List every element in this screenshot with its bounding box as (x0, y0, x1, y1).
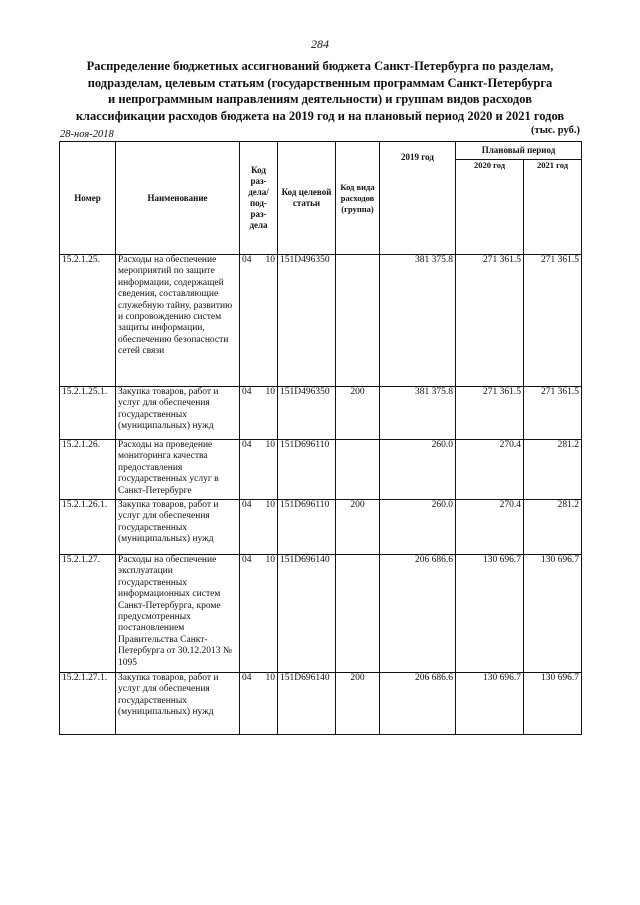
header-rz-pr: Код раз-дела/ под-раз-дела (240, 142, 278, 255)
row-2021: 271 361.5 (524, 255, 582, 387)
row-2020: 270.4 (456, 440, 524, 500)
row-pr: 10 (265, 255, 275, 265)
row-pr: 10 (265, 387, 275, 397)
row-2019: 381 375.8 (380, 387, 456, 440)
row-vr (336, 255, 380, 387)
row-2019: 260.0 (380, 500, 456, 555)
header-2019: 2019 год (380, 142, 456, 255)
row-pr: 10 (265, 555, 275, 565)
row-csr: 151D696110 (278, 440, 336, 500)
row-name: Расходы на обеспечение эксплуатации государственных информационных систем Санкт-Петербурга, кроме предусмотренных постановлением Правительства Санкт-Петербурга от 30.12.2013 № 1095 (116, 555, 240, 673)
row-2019: 206 686.6 (380, 673, 456, 735)
row-rz: 04 (242, 555, 252, 565)
table-row (60, 440, 582, 500)
row-number: 15.2.1.26. (60, 440, 116, 500)
header-csr: Код целевой статьи (278, 142, 336, 255)
row-2020: 271 361.5 (456, 387, 524, 440)
row-csr: 151D696140 (278, 673, 336, 735)
row-rz-pr (240, 440, 278, 500)
row-vr: 200 (336, 500, 380, 555)
document-date: 28-ноя-2018 (60, 129, 114, 140)
row-csr: 151D496350 (278, 387, 336, 440)
table-body (60, 255, 582, 735)
header-2020: 2020 год (456, 160, 524, 255)
row-csr: 151D696140 (278, 555, 336, 673)
budget-table (59, 141, 582, 735)
row-rz: 04 (242, 387, 252, 397)
header-2021: 2021 год (524, 160, 582, 255)
row-pr: 10 (265, 440, 275, 450)
header-number: Номер (60, 142, 116, 255)
table-row (60, 555, 582, 673)
table-header (60, 142, 582, 255)
row-vr: 200 (336, 673, 380, 735)
row-name: Закупка товаров, работ и услуг для обеспечения государственных (муниципальных) нужд (116, 387, 240, 440)
row-number: 15.2.1.27. (60, 555, 116, 673)
row-number: 15.2.1.27.1. (60, 673, 116, 735)
row-vr: 200 (336, 387, 380, 440)
row-2021: 130 696.7 (524, 673, 582, 735)
title-line: Распределение бюджетных ассигнований бюджета Санкт-Петербурга по разделам, (86, 59, 554, 73)
title-line: и непрограммным направлениям деятельности) и группам видов расходов (108, 92, 532, 106)
table-row (60, 255, 582, 387)
row-rz-pr (240, 555, 278, 673)
units-label: (тыс. руб.) (531, 125, 580, 136)
row-2021: 271 361.5 (524, 387, 582, 440)
row-rz-pr (240, 387, 278, 440)
row-csr: 151D696110 (278, 500, 336, 555)
row-rz-pr (240, 673, 278, 735)
row-rz: 04 (242, 440, 252, 450)
row-2021: 130 696.7 (524, 555, 582, 673)
row-2019: 260.0 (380, 440, 456, 500)
row-name: Расходы на обеспечение мероприятий по защите информации, содержащей сведения, составляющие служебную тайну, развитию и сопровождению систем защиты информации, обеспечению безопасности сетей связи (116, 255, 240, 387)
row-number: 15.2.1.26.1. (60, 500, 116, 555)
header-planned-period: Плановый период (456, 142, 582, 160)
table-row (60, 387, 582, 440)
page-title (60, 58, 580, 124)
row-number: 15.2.1.25.1. (60, 387, 116, 440)
table-row (60, 500, 582, 555)
row-rz: 04 (242, 500, 252, 510)
row-pr: 10 (265, 673, 275, 683)
row-2019: 381 375.8 (380, 255, 456, 387)
row-number: 15.2.1.25. (60, 255, 116, 387)
row-rz: 04 (242, 255, 252, 265)
row-vr (336, 440, 380, 500)
row-pr: 10 (265, 500, 275, 510)
header-name: Наименование (116, 142, 240, 255)
row-rz: 04 (242, 673, 252, 683)
row-2019: 206 686.6 (380, 555, 456, 673)
row-csr: 151D496350 (278, 255, 336, 387)
table-row (60, 673, 582, 735)
row-vr (336, 555, 380, 673)
row-2020: 271 361.5 (456, 255, 524, 387)
row-rz-pr (240, 500, 278, 555)
row-2020: 130 696.7 (456, 555, 524, 673)
row-name: Закупка товаров, работ и услуг для обеспечения государственных (муниципальных) нужд (116, 500, 240, 555)
row-name: Расходы на проведение мониторинга качества предоставления государственных услуг в Санкт-Петербурге (116, 440, 240, 500)
header-vr: Код вида расходов (группа) (336, 142, 380, 255)
title-line: подразделам, целевым статьям (государственным программам Санкт-Петербурга (87, 75, 553, 90)
row-2020: 130 696.7 (456, 673, 524, 735)
title-line: классификации расходов бюджета на 2019 год и на плановый период 2020 и 2021 годов (75, 108, 565, 123)
row-2021: 281.2 (524, 500, 582, 555)
row-2021: 281.2 (524, 440, 582, 500)
row-2020: 270.4 (456, 500, 524, 555)
page-number: 284 (311, 37, 329, 51)
row-name: Закупка товаров, работ и услуг для обеспечения государственных (муниципальных) нужд (116, 673, 240, 735)
row-rz-pr (240, 255, 278, 387)
